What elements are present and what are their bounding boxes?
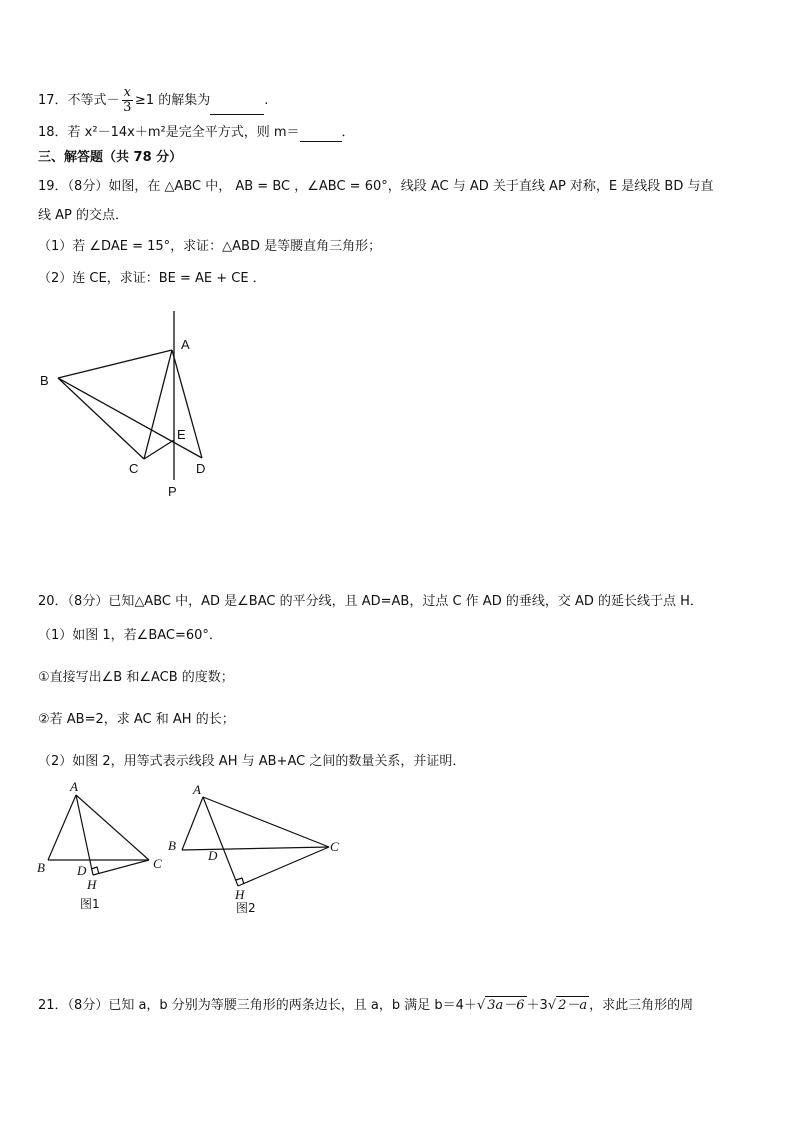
q19-part2: （2）连 CE，求证：BE = AE + CE ．: [38, 271, 266, 286]
question-21: 21．（8分）已知 a，b 分别为等腰三角形的两条边长，且 a，b 满足 b＝4＋√ 3a－6 ＋3√ 2－a ，求此三角形的周: [38, 998, 694, 1013]
fig2-label-c: C: [330, 839, 339, 854]
fig1-caption: 图1: [80, 897, 100, 911]
q20-part1: （1）如图 1，若∠BAC=60°．: [38, 628, 222, 643]
fig2-label-a: A: [193, 782, 201, 797]
fig1-segment-ab: [48, 795, 76, 860]
fig1-label-b: B: [37, 860, 45, 875]
section-title: 三、解答题（共 78 分）: [38, 150, 183, 165]
q19-label-c: C: [129, 461, 139, 476]
fig1-label-d: D: [77, 863, 87, 878]
q17-relation: ≥1: [134, 93, 155, 108]
q19-label-p: P: [168, 484, 177, 499]
q19-line1: 19．（8分）如图，在 △ABC 中， AB = BC ，∠ABC = 60°，线段 AC 与 AD 关于直线 AP 对称，E 是线段 BD 与直: [38, 179, 714, 194]
fig2-segment-bc: [182, 847, 329, 850]
q20-figure-1: [48, 795, 149, 875]
q19-label-a: A: [181, 337, 190, 352]
q21-post: ，求此三角形的周: [589, 998, 694, 1013]
fig2-segment-ab: [182, 797, 203, 850]
q20-line1: 20．（8分）已知△ABC 中，AD 是∠BAC 的平分线，且 AD=AB，过点 C 作 AD 的垂线，交 AD 的延长线于点 H．: [38, 594, 703, 609]
q21-sqrt-2: 2－a: [558, 998, 588, 1013]
q17-end: .: [264, 93, 269, 108]
fig1-label-a: A: [70, 779, 78, 794]
q17-number: 17．: [38, 93, 68, 108]
q20-sub2: ②若 AB=2，求 AC 和 AH 的长；: [38, 712, 235, 727]
fig2-label-h: H: [235, 887, 245, 902]
q21-pre: 21．（8分）已知 a，b 分别为等腰三角形的两条边长，且 a，b 满足 b＝4＋: [38, 998, 477, 1013]
q17-prefix: 不等式: [67, 93, 107, 108]
fig2-segment-ah: [203, 797, 238, 886]
q18-end: ．: [341, 125, 355, 140]
q21-mid: ＋3: [526, 998, 548, 1013]
q19-label-e: E: [177, 427, 186, 442]
q20-figure-2: [182, 797, 329, 886]
q18-text: 若 x²－14x＋m²是完全平方式，则 m＝: [67, 125, 300, 140]
fig1-segment-ch: [93, 860, 149, 875]
q19-label-d: D: [196, 461, 206, 476]
fig2-segment-ch: [238, 847, 329, 886]
q20-sub1: ①直接写出∠B 和∠ACB 的度数；: [38, 670, 234, 685]
q17-frac-num: x: [123, 85, 131, 100]
fig1-segment-ac: [76, 795, 149, 860]
q17-frac-den: 3: [123, 100, 132, 115]
fig1-label-h: H: [87, 877, 97, 892]
q20-part2: （2）如图 2，用等式表示线段 AH 与 AB+AC 之间的数量关系，并证明．: [38, 754, 466, 769]
fig1-label-c: C: [153, 856, 162, 871]
fig2-label-d: D: [208, 848, 218, 863]
q19-part1: （1）若 ∠DAE = 15°，求证：△ABD 是等腰直角三角形；: [38, 239, 382, 254]
question-17: 17．不等式－ $\frac{x}{3}$ ≥1 的解集为 .: [38, 85, 269, 115]
q19-line2: 线 AP 的交点．: [38, 208, 128, 223]
fig2-caption: 图2: [236, 901, 256, 915]
fig2-segment-ac: [203, 797, 329, 847]
q19-label-b: B: [40, 373, 49, 388]
q17-suffix: 的解集为: [158, 93, 211, 108]
fig2-label-b: B: [168, 838, 176, 853]
q18-number: 18．: [38, 125, 68, 140]
q21-sqrt-1: 3a－6: [487, 998, 525, 1013]
